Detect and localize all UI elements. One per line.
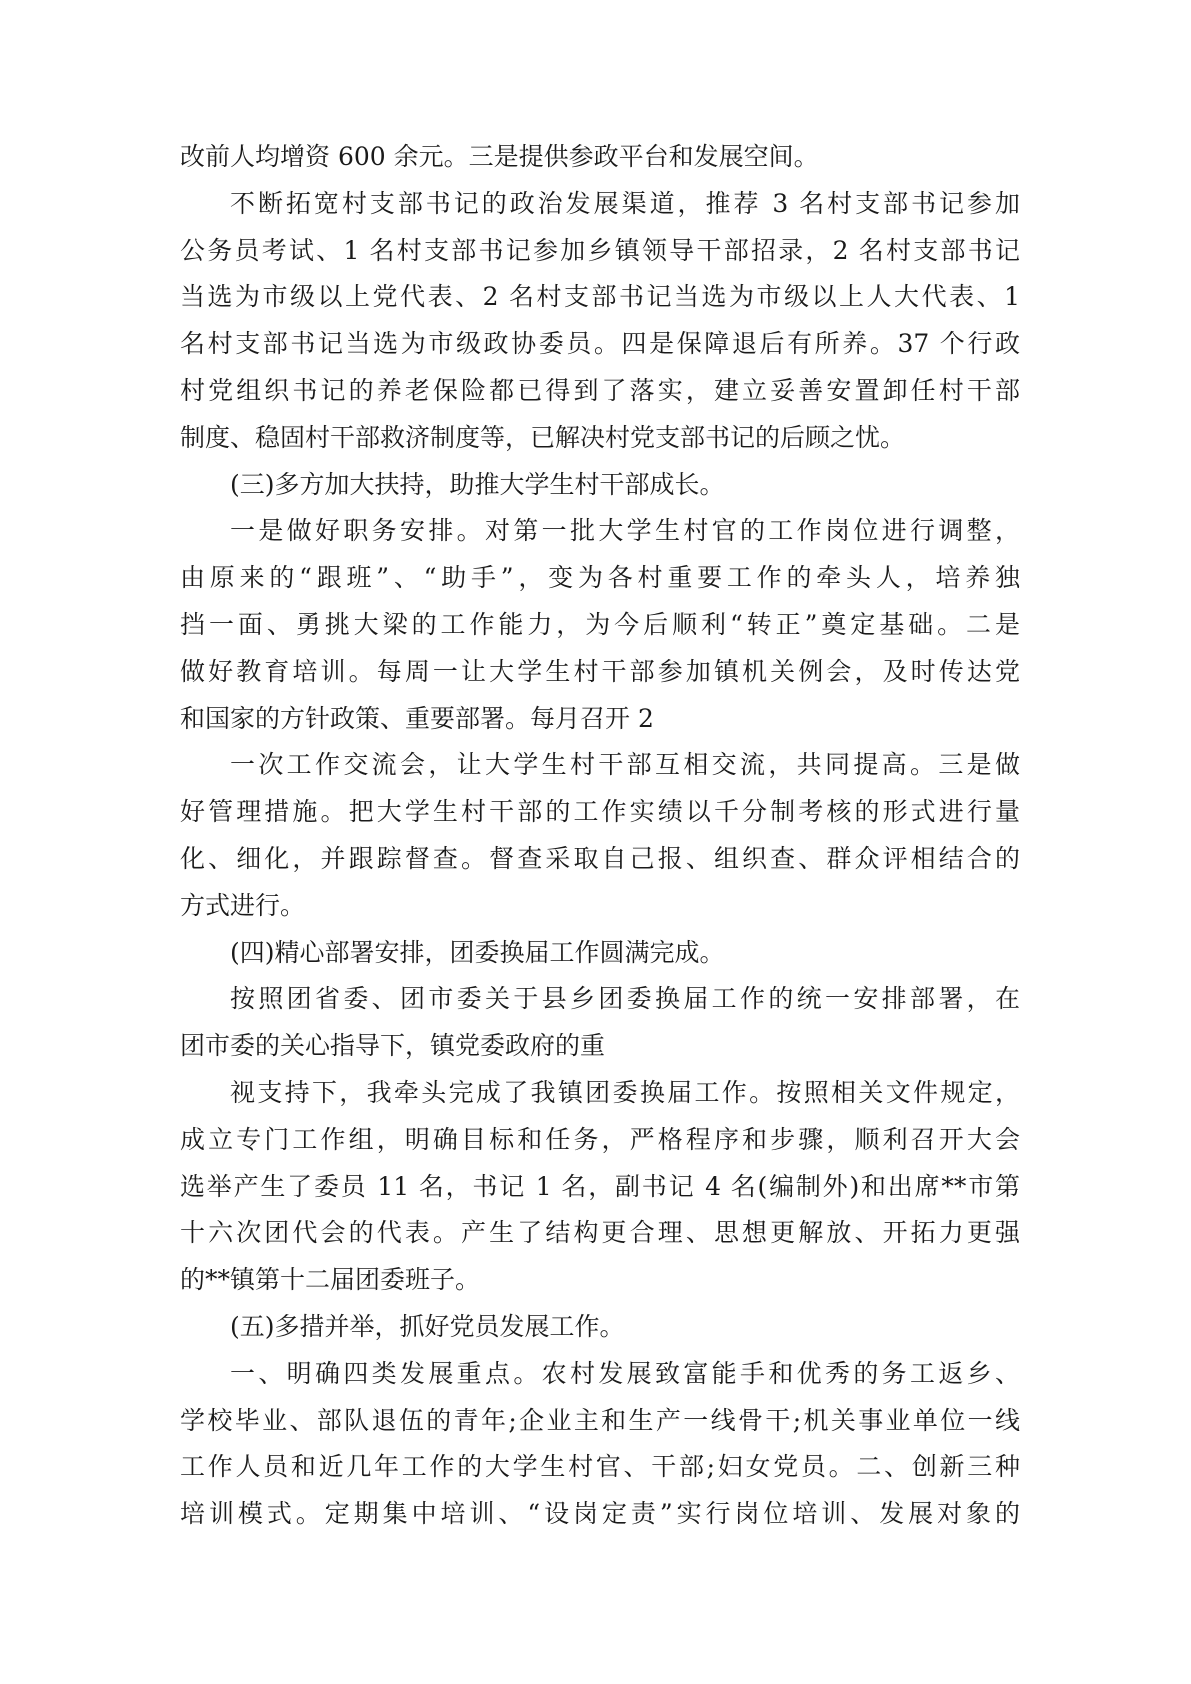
text-line: 不断拓宽村支部书记的政治发展渠道，推荐 3 名村支部书记参加: [230, 188, 1020, 218]
text-line: 挡一面、勇挑大梁的工作能力，为今后顺利“转正”奠定基础。二是: [180, 609, 1020, 639]
text-line: 团市委的关心指导下，镇党委政府的重: [180, 1031, 606, 1061]
text-line: (三)多方加大扶持，助推大学生村干部成长。: [230, 469, 725, 499]
text-line: 选举产生了委员 11 名，书记 1 名，副书记 4 名(编制外)和出席**市第: [180, 1171, 1020, 1201]
text-line: 一、明确四类发展重点。农村发展致富能手和优秀的务工返乡、: [230, 1358, 1020, 1388]
text-line: (四)精心部署安排，团委换届工作圆满完成。: [230, 937, 725, 967]
text-line: 村党组织书记的养老保险都已得到了落实，建立妥善安置卸任村干部: [180, 375, 1020, 405]
text-line: 好管理措施。把大学生村干部的工作实绩以千分制考核的形式进行量: [180, 797, 1020, 827]
text-line: 成立专门工作组，明确目标和任务，严格程序和步骤，顺利召开大会: [180, 1124, 1020, 1154]
text-line: 的**镇第十二届团委班子。: [180, 1265, 481, 1295]
text-line: 当选为市级以上党代表、2 名村支部书记当选为市级以上人大代表、1: [180, 282, 1020, 312]
text-line: 改前人均增资 600 余元。三是提供参政平台和发展空间。: [180, 142, 819, 171]
text-line: 十六次团代会的代表。产生了结构更合理、思想更解放、开拓力更强: [180, 1218, 1020, 1248]
document-body: [180, 134, 1020, 1538]
text-line: 做好教育培训。每周一让大学生村干部参加镇机关例会，及时传达党: [180, 656, 1020, 686]
text-line: 公务员考试、1 名村支部书记参加乡镇领导干部招录，2 名村支部书记: [180, 235, 1020, 265]
text-line: 按照团省委、团市委关于县乡团委换届工作的统一安排部署，在: [230, 984, 1020, 1014]
text-line: 制度、稳固村干部救济制度等，已解决村党支部书记的后顾之忧。: [180, 422, 906, 452]
text-line: 由原来的“跟班”、“助手”，变为各村重要工作的牵头人，培养独: [180, 563, 1020, 593]
text-line: 化、细化，并跟踪督查。督查采取自己报、组织查、群众评相结合的: [180, 843, 1020, 873]
text-line: 培训模式。定期集中培训、“设岗定责”实行岗位培训、发展对象的: [180, 1499, 1020, 1529]
text-line: 方式进行。: [180, 890, 306, 920]
text-line: (五)多措并举，抓好党员发展工作。: [230, 1311, 625, 1341]
text-line: 视支持下，我牵头完成了我镇团委换届工作。按照相关文件规定，: [230, 1077, 1020, 1107]
text-line: 一是做好职务安排。对第一批大学生村官的工作岗位进行调整，: [230, 516, 1020, 546]
text-line: 和国家的方针政策、重要部署。每月召开 2: [180, 703, 654, 733]
text-line: 一次工作交流会，让大学生村干部互相交流，共同提高。三是做: [230, 750, 1020, 780]
text-line: 名村支部书记当选为市级政协委员。四是保障退后有所养。37 个行政: [180, 329, 1020, 359]
text-line: 学校毕业、部队退伍的青年;企业主和生产一线骨干;机关事业单位一线: [180, 1405, 1020, 1435]
text-line: 工作人员和近几年工作的大学生村官、干部;妇女党员。二、创新三种: [180, 1452, 1020, 1482]
